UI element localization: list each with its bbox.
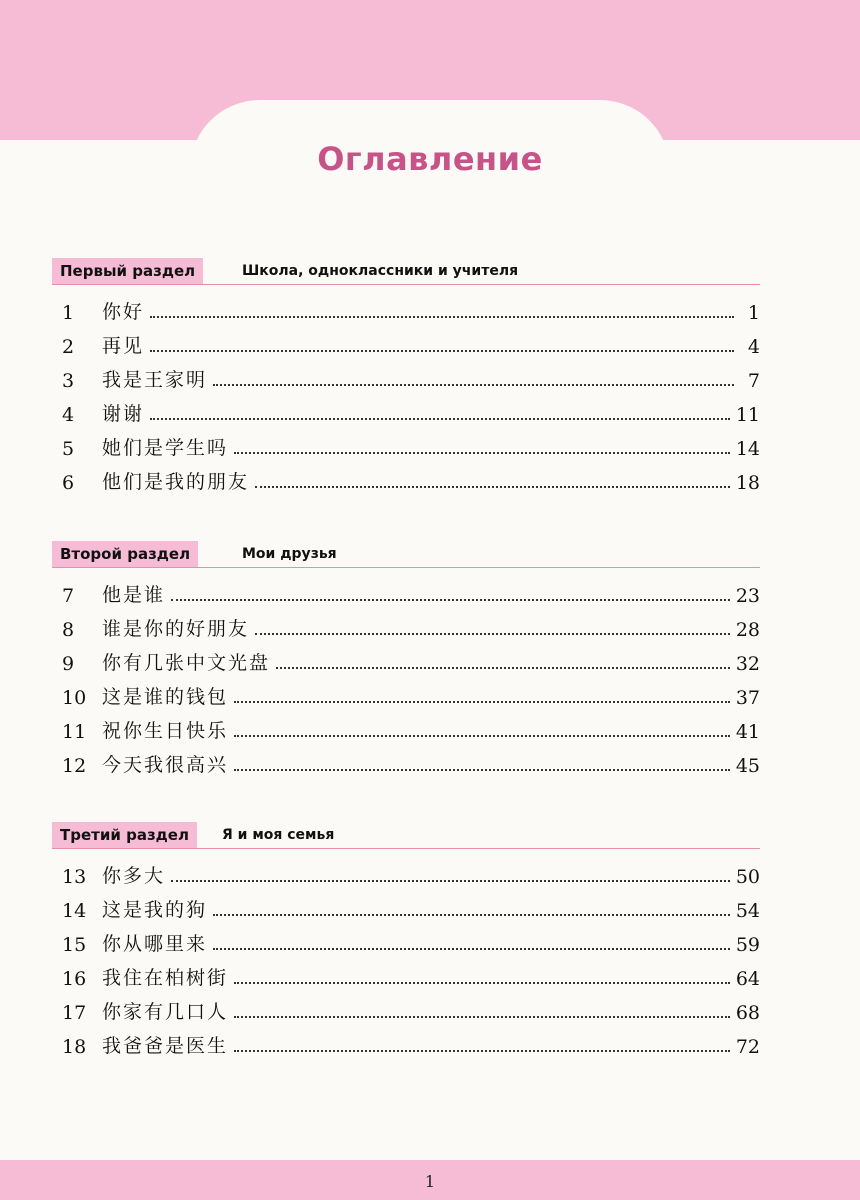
- section-divider: [52, 848, 760, 849]
- page-ref: 68: [735, 1002, 760, 1024]
- lesson-title: 再见: [102, 335, 145, 357]
- dot-leader: [213, 383, 734, 386]
- lesson-title: 他是谁: [102, 584, 166, 606]
- page-ref: 59: [735, 934, 760, 956]
- lesson-number: 17: [62, 1002, 87, 1024]
- dot-leader: [234, 451, 730, 454]
- toc-entry[interactable]: [52, 392, 760, 426]
- page-ref: 32: [735, 653, 760, 675]
- toc-entry[interactable]: [52, 573, 760, 607]
- dot-leader: [276, 666, 730, 669]
- page-ref: 41: [735, 721, 760, 743]
- page-ref: 11: [735, 404, 760, 426]
- lesson-title: 谁是你的好朋友: [102, 618, 250, 640]
- lesson-title: 你多大: [102, 865, 166, 887]
- page-ref: 7: [747, 370, 760, 392]
- lesson-number: 4: [62, 404, 75, 426]
- lesson-number: 2: [62, 336, 75, 358]
- page-ref: 23: [735, 585, 760, 607]
- dot-leader: [234, 981, 730, 984]
- dot-leader: [234, 1015, 730, 1018]
- dot-leader: [234, 1049, 730, 1052]
- dot-leader: [213, 913, 730, 916]
- section-title: Школа, одноклассники и учителя: [242, 263, 519, 279]
- toc-list: [52, 854, 760, 1058]
- toc-entry[interactable]: [52, 324, 760, 358]
- toc-entry[interactable]: [52, 990, 760, 1024]
- dot-leader: [255, 485, 730, 488]
- section-header: [52, 541, 760, 567]
- lesson-title: 祝你生日快乐: [102, 720, 229, 742]
- page-ref: 28: [735, 619, 760, 641]
- toc-entry[interactable]: [52, 709, 760, 743]
- lesson-number: 9: [62, 653, 75, 675]
- lesson-number: 3: [62, 370, 75, 392]
- section-divider: [52, 567, 760, 568]
- toc-entry[interactable]: [52, 426, 760, 460]
- dot-leader: [234, 700, 730, 703]
- page-ref: 18: [735, 472, 760, 494]
- lesson-number: 11: [62, 721, 87, 743]
- lesson-title: 他们是我的朋友: [102, 471, 250, 493]
- lesson-number: 7: [62, 585, 75, 607]
- section-label: Третий раздел: [52, 822, 197, 848]
- section-divider: [52, 284, 760, 285]
- toc-entry[interactable]: [52, 922, 760, 956]
- lesson-number: 12: [62, 755, 87, 777]
- lesson-number: 10: [62, 687, 87, 709]
- toc-entry[interactable]: [52, 290, 760, 324]
- lesson-number: 1: [62, 302, 75, 324]
- page-ref: 1: [747, 302, 760, 324]
- dot-leader: [255, 632, 730, 635]
- toc-entry[interactable]: [52, 460, 760, 494]
- section-header: [52, 258, 760, 284]
- section-label: Второй раздел: [52, 541, 198, 567]
- lesson-number: 8: [62, 619, 75, 641]
- page-ref: 50: [735, 866, 760, 888]
- lesson-title: 你家有几口人: [102, 1001, 229, 1023]
- page-ref: 4: [747, 336, 760, 358]
- page-ref: 45: [735, 755, 760, 777]
- dot-leader: [234, 768, 730, 771]
- lesson-number: 6: [62, 472, 75, 494]
- page-ref: 37: [735, 687, 760, 709]
- lesson-title: 谢谢: [102, 403, 145, 425]
- toc-entry[interactable]: [52, 854, 760, 888]
- toc-entry[interactable]: [52, 743, 760, 777]
- page-ref: 54: [735, 900, 760, 922]
- dot-leader: [150, 349, 734, 352]
- section-label: Первый раздел: [52, 258, 203, 284]
- lesson-title: 我是王家明: [102, 369, 208, 391]
- section-title: Я и моя семья: [222, 827, 335, 843]
- lesson-title: 这是谁的钱包: [102, 686, 229, 708]
- toc-entry[interactable]: [52, 956, 760, 990]
- section-title: Мои друзья: [242, 546, 337, 562]
- lesson-number: 18: [62, 1036, 87, 1058]
- toc-entry[interactable]: [52, 358, 760, 392]
- dot-leader: [171, 879, 730, 882]
- dot-leader: [213, 947, 730, 950]
- lesson-title: 今天我很高兴: [102, 754, 229, 776]
- page-ref: 64: [735, 968, 760, 990]
- page-ref: 14: [735, 438, 760, 460]
- lesson-number: 14: [62, 900, 87, 922]
- lesson-title: 你好: [102, 301, 145, 323]
- lesson-title: 你从哪里来: [102, 933, 208, 955]
- lesson-title: 这是我的狗: [102, 899, 208, 921]
- lesson-title: 我住在柏树街: [102, 967, 229, 989]
- toc-entry[interactable]: [52, 607, 760, 641]
- page-ref: 72: [735, 1036, 760, 1058]
- section-1: [52, 258, 760, 494]
- toc-list: [52, 290, 760, 494]
- lesson-number: 15: [62, 934, 87, 956]
- toc-list: [52, 573, 760, 777]
- lesson-title: 我爸爸是医生: [102, 1035, 229, 1057]
- lesson-number: 13: [62, 866, 87, 888]
- toc-entry[interactable]: [52, 888, 760, 922]
- toc-entry[interactable]: [52, 675, 760, 709]
- lesson-title: 你有几张中文光盘: [102, 652, 271, 674]
- toc-entry[interactable]: [52, 641, 760, 675]
- dot-leader: [171, 598, 730, 601]
- toc-entry[interactable]: [52, 1024, 760, 1058]
- section-3: [52, 822, 760, 1058]
- dot-leader: [150, 417, 730, 420]
- lesson-title: 她们是学生吗: [102, 437, 229, 459]
- dot-leader: [150, 315, 734, 318]
- lesson-number: 16: [62, 968, 87, 990]
- page-number: 1: [424, 1172, 436, 1191]
- dot-leader: [234, 734, 730, 737]
- lesson-number: 5: [62, 438, 75, 460]
- page-title: Оглавление: [317, 140, 543, 178]
- section-header: [52, 822, 760, 848]
- section-2: [52, 541, 760, 777]
